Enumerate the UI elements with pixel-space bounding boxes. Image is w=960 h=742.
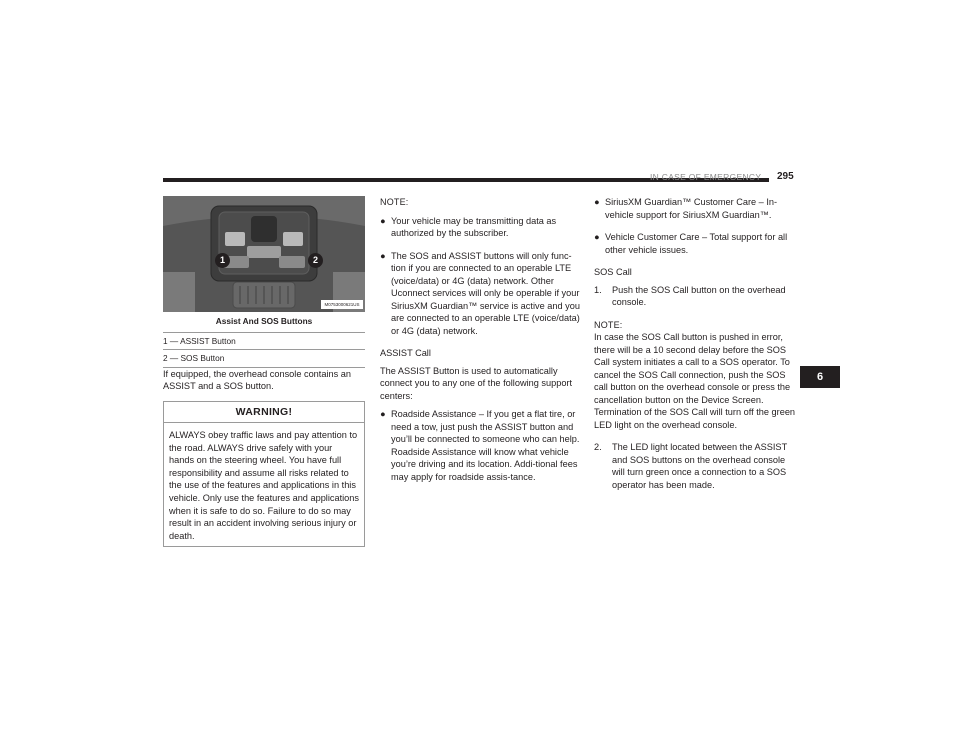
page-number: 295 [777,171,794,182]
legend-item: 1 — ASSIST Button [163,333,365,351]
warning-title: WARNING! [164,402,364,424]
bullet-text: The SOS and ASSIST buttons will only func-tion if you are connected to an operable LTE (voice/data) or 4G (data) network. Other Uconnect services will only be operable if your SiriusXM Guardian™ service is active and you are connected to an operable LTE (voice/data) or 4G (data) network. [391,250,580,336]
step-text: The LED light located between the ASSIST and SOS buttons on the overhead console will turn green once a connection to a SOS operator has been made. [612,442,788,490]
bullet-text: SiriusXM Guardian™ Customer Care – In-vehicle support for SiriusXM Guardian™. [605,197,778,220]
intro-paragraph: If equipped, the overhead console contains an ASSIST and a SOS button. [163,368,351,391]
running-header-section: IN CASE OF EMERGENCY [650,172,762,182]
bullet-icon: ● [380,215,386,226]
column-right [594,196,800,501]
bullet-icon: ● [380,250,386,261]
numbered-step [594,284,800,309]
warning-text: ALWAYS obey traffic laws and pay attention to the road. ALWAYS drive safely with your hands on the steering wheel. You have full responsibility and assume all risks related to the use of the features and applications in this vehicle. Only use the features and applications when it is safe to do so. Failure to do so may result in an accident involving serious injury or death. [169,430,359,541]
callout-2: 2 [308,253,323,268]
list-item [380,215,582,240]
bullet-icon: ● [594,197,600,207]
column-left [163,196,365,547]
warning-box [163,401,365,548]
assist-call-heading: ASSIST Call [380,348,431,358]
list-item [380,408,582,483]
figure-caption: Assist And SOS Buttons [215,316,313,326]
overhead-console-illustration [163,196,365,312]
figure-code: M0753000621US [324,302,360,307]
list-item [380,250,582,338]
legend-item: 2 — SOS Button [163,350,365,368]
figure-legend [163,332,365,368]
list-item [594,231,800,256]
note-label: NOTE: [594,319,623,330]
bullet-icon: ● [380,409,386,419]
chapter-tab: 6 [800,366,840,388]
assist-call-intro: The ASSIST Button is used to automatically connect you to any one of the following support centers: [380,365,573,401]
bullet-icon: ● [594,232,600,242]
overhead-console-figure [163,196,365,312]
sos-note-text: In case the SOS Call button is pushed in error, there will be a 10 second delay before the SOS Call system initiates a call to a SOS operator. To cancel the SOS Call connection, push the SOS call button on the overhead console or press the cancellation button on the Device Screen. Termination of the SOS Call will turn off the green LED light on the overhead console. [594,332,796,430]
bullet-text: Vehicle Customer Care – Total support for all other vehicle issues. [605,232,788,255]
callout-1: 1 [215,253,230,268]
step-number: 2. [594,442,602,452]
column-middle [380,196,582,493]
bullet-text: Your vehicle may be transmitting data as authorized by the subscriber. [391,215,557,238]
step-text: Push the SOS Call button on the overhead console. [612,284,786,307]
note-label: NOTE: [380,197,409,207]
step-number: 1. [594,284,602,295]
numbered-step [594,441,800,491]
bullet-text: Roadside Assistance – If you get a flat tire, or need a tow, just push the ASSIST button and you’ll be connected to someone who can help. Roadside Assistance will know what vehicle you’re driving and its location. Addi-tional fees may apply for roadside assis-tance. [391,409,580,482]
list-item [594,196,800,221]
sos-call-heading: SOS Call [594,267,632,277]
